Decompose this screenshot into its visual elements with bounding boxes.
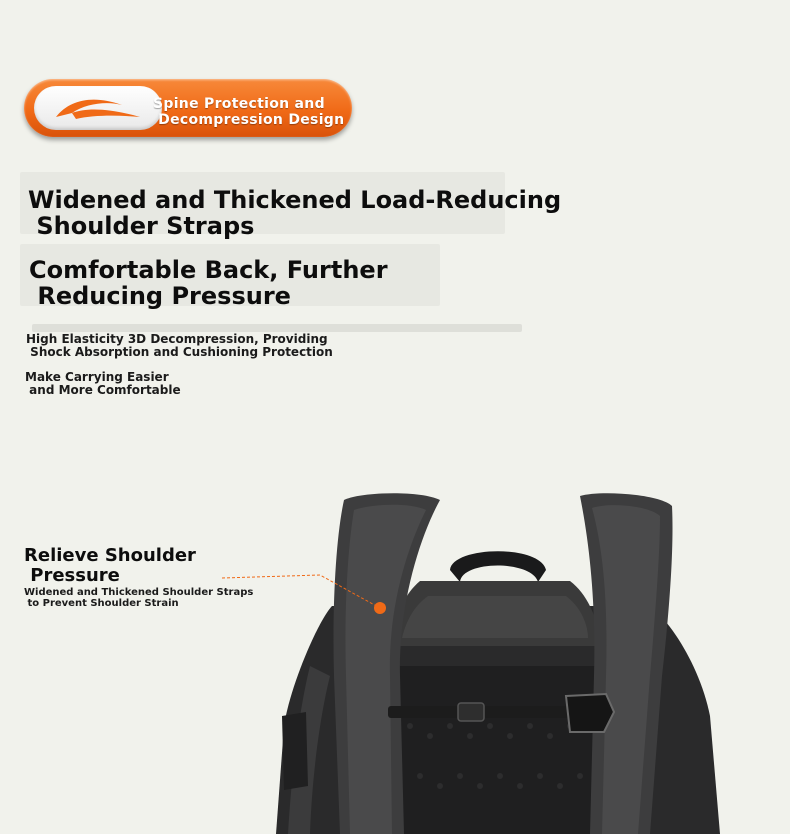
- back-heading: Comfortable Back, Further Reducing Pressure: [29, 256, 388, 310]
- badge-text: Spine Protection and Decompression Design: [153, 96, 345, 128]
- logo-pill: [34, 86, 162, 130]
- decompression-text: High Elasticity 3D Decompression, Providing Shock Absorption and Cushioning Protection: [26, 332, 333, 359]
- straps-heading: Widened and Thickened Load-Reducing Shoulder Straps: [28, 186, 562, 240]
- li-ning-swoosh-icon: [50, 93, 146, 123]
- callout-description: Widened and Thickened Shoulder Straps to Prevent Shoulder Strain: [24, 587, 254, 609]
- feature-badge: [24, 79, 352, 137]
- callout-title: Relieve Shoulder Pressure: [24, 545, 196, 586]
- background-artifact: [32, 324, 522, 332]
- carrying-text: Make Carrying Easier and More Comfortable: [25, 370, 181, 397]
- backpack-image: [270, 486, 730, 834]
